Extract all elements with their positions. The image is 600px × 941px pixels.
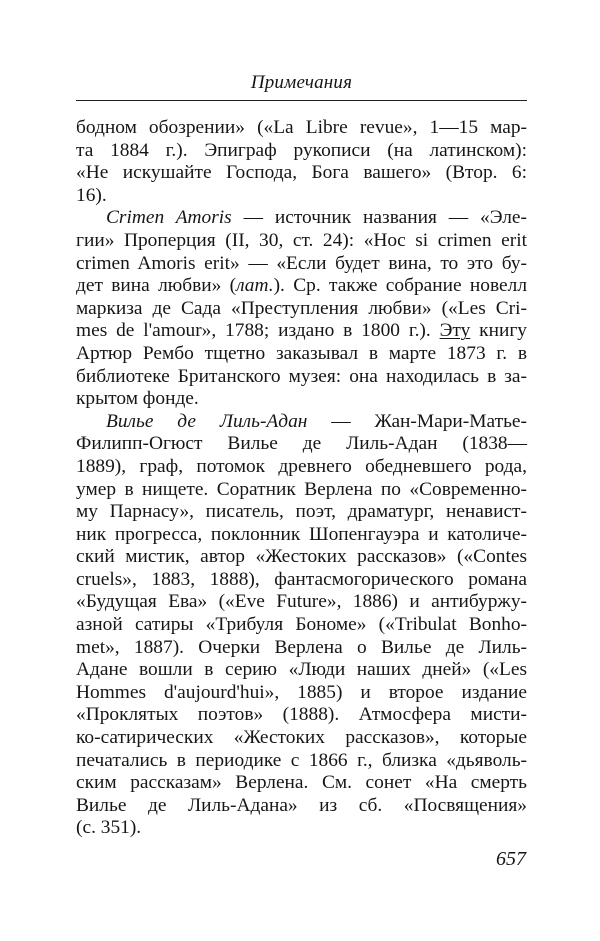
text-run: ник прогресса, поклонник Шопенгауэра и католиче- <box>76 523 527 545</box>
text-run: ским рассказам» Верлена. См. сонет «На смерть <box>76 772 527 794</box>
text-run: умер в нищете. Соратник Верлена по «Современно- <box>76 478 527 500</box>
text-line <box>76 704 527 727</box>
text-line <box>76 546 527 569</box>
text-line <box>76 501 527 524</box>
text-run: cruels», 1883, 1888), фантасмогорического романа <box>76 568 527 590</box>
text-run: crimen Amoris erit» — «Если будет вина, то это бу- <box>76 252 527 274</box>
text-line <box>76 772 527 795</box>
italic-term: Вилье де Лиль-Адан <box>106 410 308 432</box>
notes-body <box>76 117 527 840</box>
text-run: met», 1887). Очерки Верлена о Вилье де Лиль- <box>76 636 527 658</box>
text-line <box>76 750 527 773</box>
text-run: ко-сатирических «Жестоких рассказов», которые <box>76 727 527 749</box>
text-line <box>76 343 527 366</box>
text-run: Филипп-Огюст Вилье де Лиль-Адан (1838— <box>76 433 527 455</box>
text-run: та 1884 г.). Эпиграф рукописи (на латинском): <box>76 139 527 161</box>
text-line <box>76 207 527 230</box>
text-run: ский мистик, автор «Жестоких рассказов» («Contes <box>76 546 527 568</box>
text-line <box>76 253 527 276</box>
text-run: печатались в периодике с 1866 г., близка «дьяволь- <box>76 749 527 771</box>
text-run: дет вина любви» ( <box>76 275 237 297</box>
page-number: 657 <box>496 848 526 870</box>
text-line <box>76 388 527 411</box>
text-run: Hommes d'aujourd'hui», 1885) и второе издание <box>76 681 527 703</box>
text-run: гии» Проперция (II, 30, ст. 24): «Hoc si crimen erit <box>76 229 527 251</box>
text-run: Адане вошли в серию «Люди наших дней» («Les <box>76 659 527 681</box>
text-line <box>76 614 527 637</box>
text-run: крытом фонде. <box>76 388 199 410</box>
text-line <box>76 433 527 456</box>
text-run: (с. 351). <box>76 817 142 839</box>
text-line <box>76 456 527 479</box>
text-line <box>76 275 527 298</box>
text-run: книгу <box>470 320 527 342</box>
text-run: Вилье де Лиль-Адана» из сб. «Посвящения» <box>76 794 527 816</box>
text-line <box>76 162 527 185</box>
text-line <box>76 817 527 840</box>
running-head-title: Примечания <box>250 72 353 93</box>
text-line <box>76 140 527 163</box>
text-line <box>76 591 527 614</box>
text-run: Артюр Рембо тщетно заказывал в марте 1873 г. в <box>76 342 527 364</box>
text-line <box>76 185 527 208</box>
text-run: 16). <box>76 184 107 206</box>
text-line <box>76 637 527 660</box>
text-run: бодном обозрении» («La Libre revue», 1—15 мар- <box>76 117 527 138</box>
text-line <box>76 524 527 547</box>
text-line <box>76 479 527 502</box>
text-line <box>76 230 527 253</box>
underlined-word: Эту <box>439 320 471 342</box>
text-run: азной сатиры «Трибуля Бономе» («Tribulat Bonho- <box>76 614 527 636</box>
text-line <box>76 682 527 705</box>
text-run: «Будущая Ева» («Eve Future», 1886) и антибуржу- <box>76 591 527 613</box>
italic-term: Crimen Amoris <box>106 207 232 229</box>
text-line <box>76 298 527 321</box>
text-run: — Жан-Мари-Матье- <box>307 410 527 432</box>
text-line <box>76 366 527 389</box>
text-line <box>76 659 527 682</box>
text-run: библиотеке Британского музея: она находилась в за- <box>76 365 527 387</box>
text-run: ). Ср. также собрание новелл <box>273 275 527 297</box>
text-line <box>76 320 527 343</box>
text-run: му Парнасу», писатель, поэт, драматург, ненавист- <box>76 501 527 523</box>
text-line <box>76 569 527 592</box>
text-run: «Проклятых поэтов» (1888). Атмосфера мисти- <box>76 704 527 726</box>
text-run: «Не искушайте Господа, Бога вашего» (Втор. 6: <box>76 162 527 184</box>
text-run: 1889), граф, потомок древнего обедневшего рода, <box>76 455 527 477</box>
text-run: mes de l'amour», 1788; издано в 1800 г.). <box>76 320 440 342</box>
italic-term: лат. <box>236 275 274 297</box>
text-line <box>76 795 527 818</box>
text-line <box>76 727 527 750</box>
text-line <box>76 411 527 434</box>
text-line <box>76 117 527 140</box>
text-run: — источник названия — «Эле- <box>231 207 527 229</box>
text-run: маркиза де Сада «Преступления любви» («Les Cri- <box>76 297 527 319</box>
header-rule <box>76 100 527 101</box>
